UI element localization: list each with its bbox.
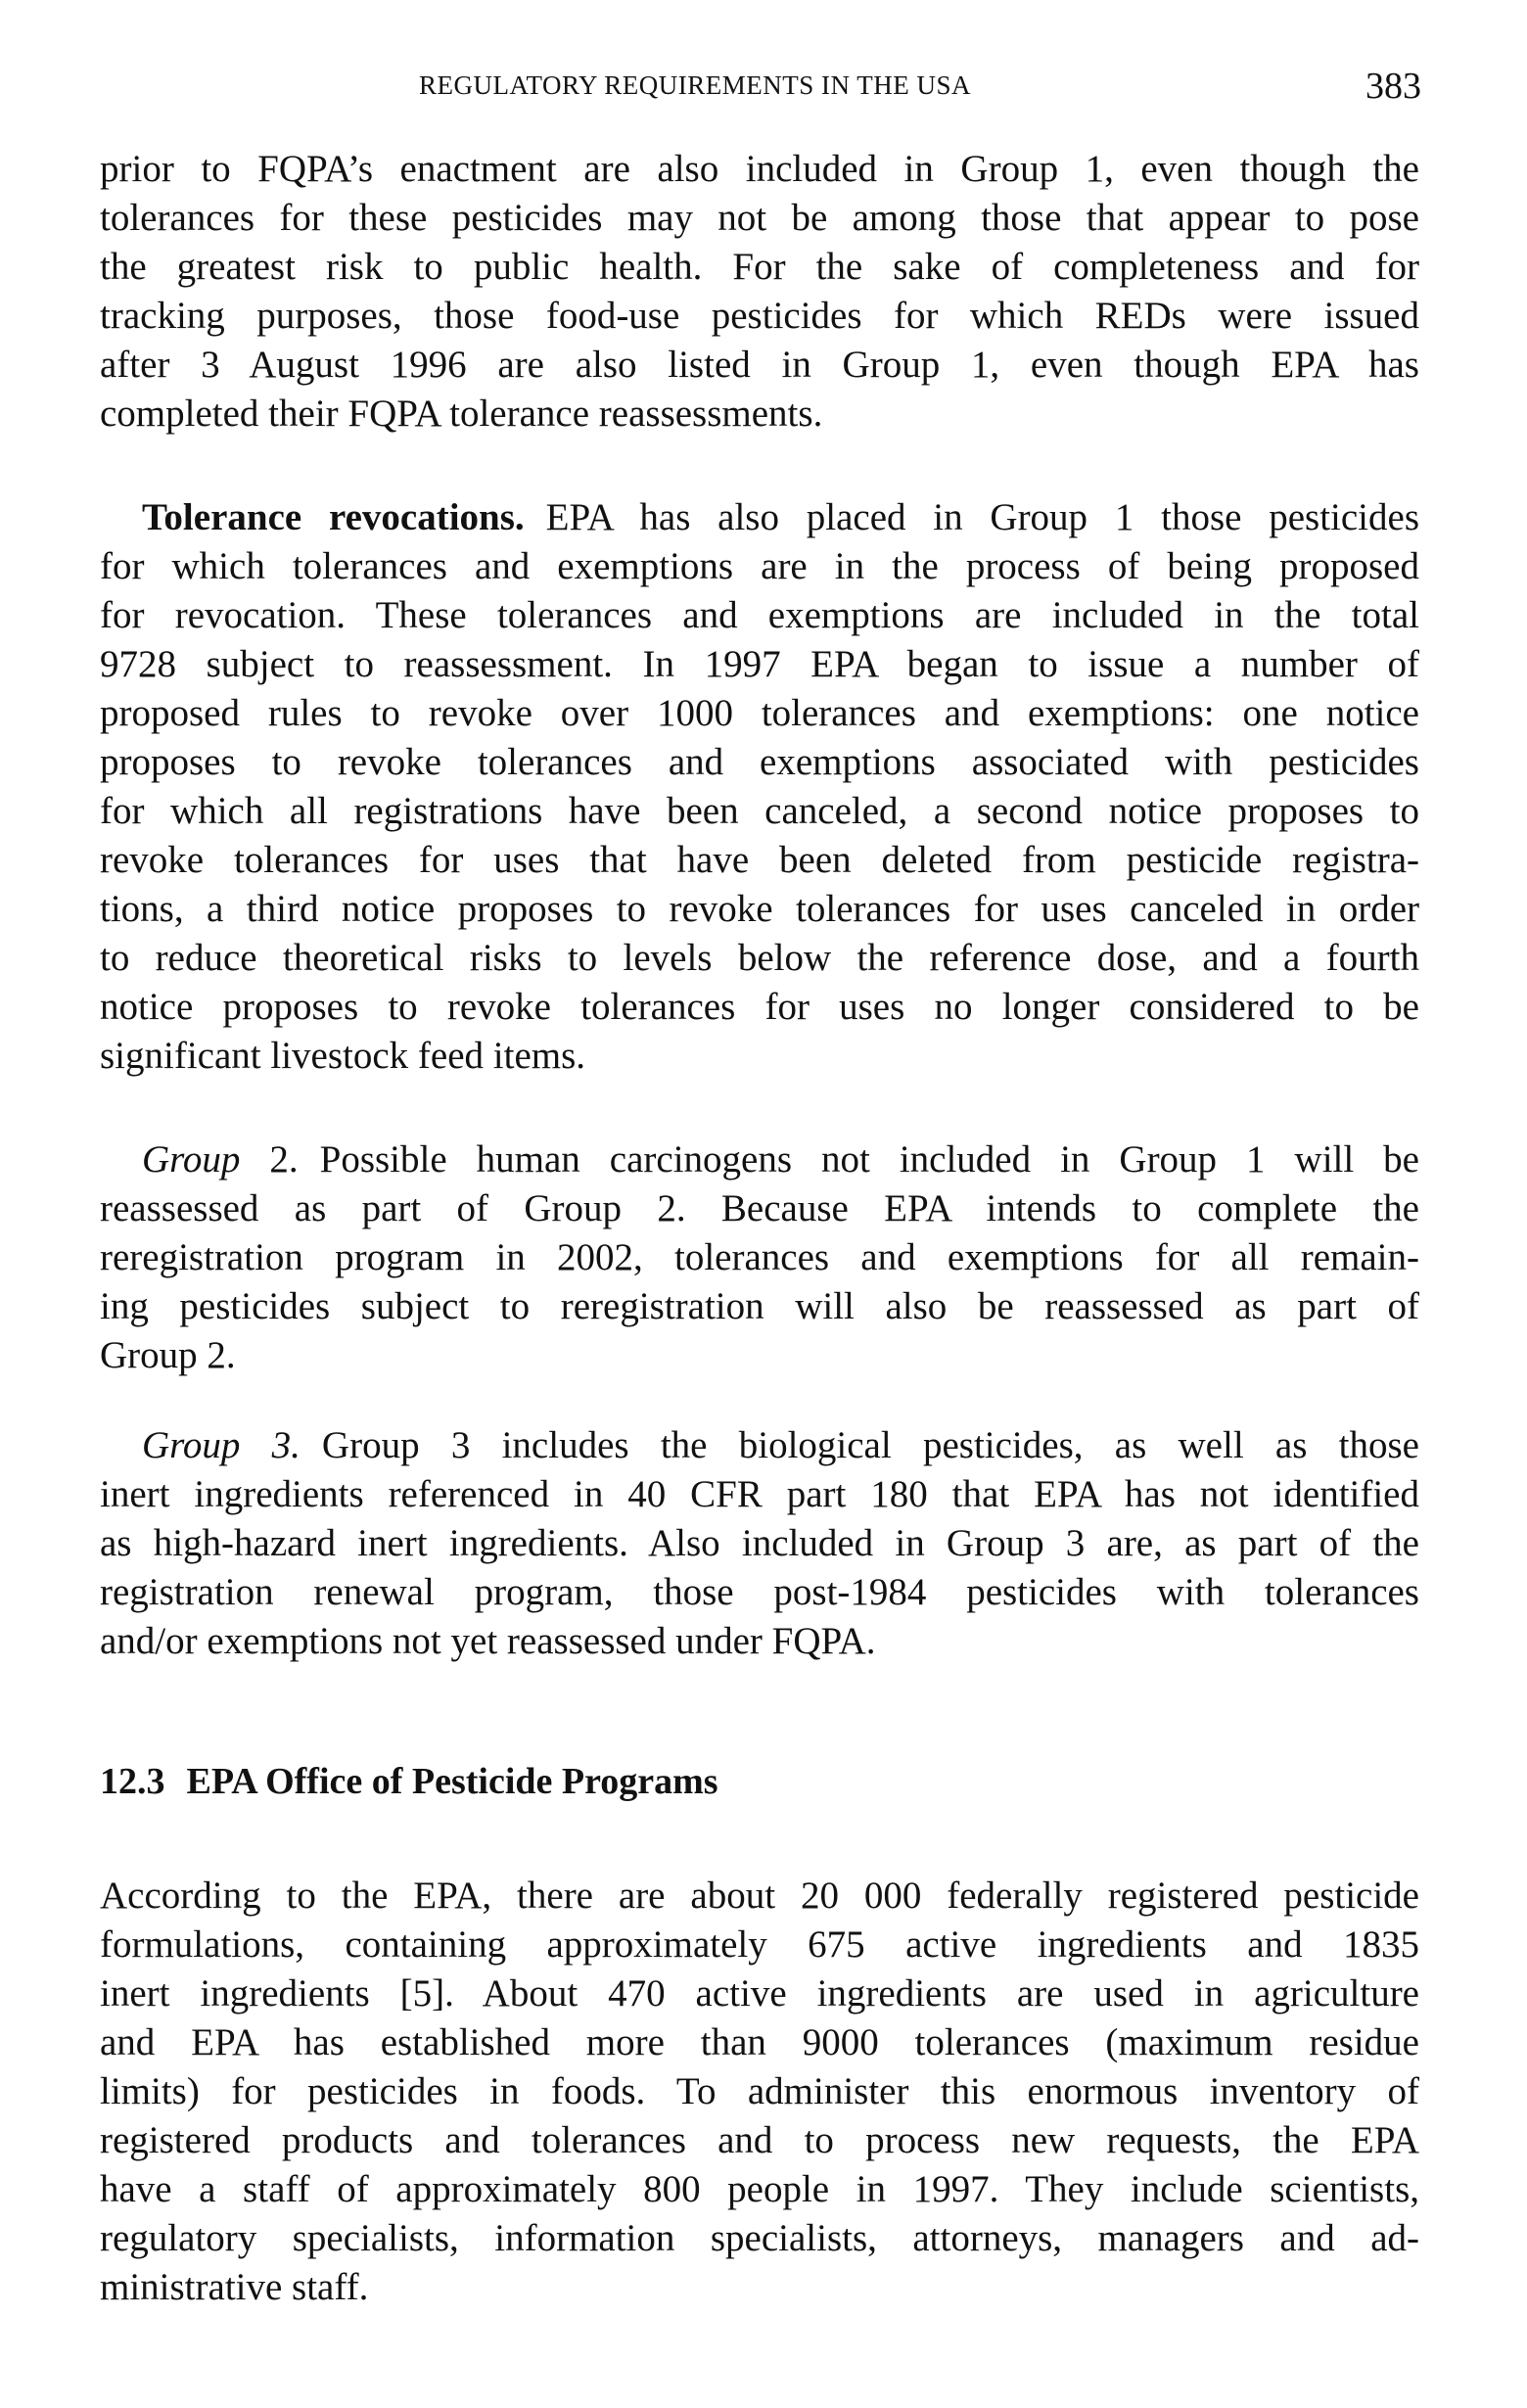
section-title: EPA Office of Pesticide Programs [186, 1761, 718, 1802]
text-line: and EPA has established more than 9000 tolerances (maximum residue [100, 2021, 1419, 2063]
text-line: notice proposes to revoke tolerances for uses no longer considered to be [100, 986, 1419, 1028]
run-in-heading: Group [142, 1424, 241, 1466]
text-line: proposes to revoke tolerances and exemptions associated with pesticides [100, 741, 1419, 783]
text-line: prior to FQPA’s enactment are also included in Group 1, even though the [100, 148, 1419, 190]
text-line: for which tolerances and exemptions are in the process of being proposed [100, 545, 1419, 587]
run-in-heading: Tolerance revocations. [142, 496, 525, 538]
text-run: EPA has also placed in Group 1 those pesticides [545, 496, 1420, 538]
text-line: According to the EPA, there are about 20 000 federally registered pesticide [100, 1875, 1419, 1917]
text-line: have a staff of approximately 800 people in 1997. They include scientists, [100, 2168, 1419, 2210]
text-line: significant livestock feed items. [100, 1035, 586, 1077]
text-line: and/or exemptions not yet reassessed under FQPA. [100, 1620, 876, 1662]
text-line: as high-hazard inert ingredients. Also included in Group 3 are, as part of the [100, 1522, 1419, 1564]
running-head-title: REGULATORY REQUIREMENTS IN THE USA [419, 70, 972, 100]
text-run: Group 3 includes the biological pesticides, as well as those [321, 1424, 1419, 1466]
text-line: reregistration program in 2002, tolerances and exemptions for all remain- [100, 1236, 1419, 1278]
text-line: completed their FQPA tolerance reassessments. [100, 393, 823, 435]
text-line: tolerances for these pesticides may not be among those that appear to pose [100, 197, 1419, 239]
text-line [142, 493, 1419, 542]
text-line: registration renewal program, those post-1984 pesticides with tolerances [100, 1571, 1419, 1613]
text-line: for revocation. These tolerances and exemptions are included in the total [100, 594, 1419, 636]
text-line: tracking purposes, those food-use pesticides for which REDs were issued [100, 295, 1419, 337]
text-line: inert ingredients [5]. About 470 active ingredients are used in agriculture [100, 1972, 1419, 2014]
page-number: 383 [1365, 66, 1421, 107]
text-line: to reduce theoretical risks to levels below the reference dose, and a fourth [100, 937, 1419, 979]
text-line: Group 2. [100, 1334, 236, 1376]
text-line: proposed rules to revoke over 1000 tolerances and exemptions: one notice [100, 692, 1419, 734]
text-line: ing pesticides subject to reregistration will also be reassessed as part of [100, 1285, 1419, 1327]
text-line: 9728 subject to reassessment. In 1997 EPA began to issue a number of [100, 643, 1419, 685]
text-line: revoke tolerances for uses that have been deleted from pesticide registra- [100, 839, 1419, 881]
text-line: after 3 August 1996 are also listed in Group 1, even though EPA has [100, 344, 1419, 386]
text-line: the greatest risk to public health. For the sake of completeness and for [100, 246, 1419, 288]
text-line: tions, a third notice proposes to revoke tolerances for uses canceled in order [100, 888, 1419, 930]
run-in-heading: Group [142, 1138, 241, 1181]
text-line: inert ingredients referenced in 40 CFR part 180 that EPA has not identified [100, 1473, 1419, 1515]
text-line: limits) for pesticides in foods. To administer this enormous inventory of [100, 2070, 1419, 2112]
run-in-number: 2. [269, 1138, 299, 1181]
text-line: registered products and tolerances and to process new requests, the EPA [100, 2119, 1419, 2161]
text-line [142, 1421, 1419, 1470]
running-head [0, 65, 1527, 114]
run-in-number: 3. [271, 1424, 301, 1466]
section-number: 12.3 [100, 1761, 165, 1802]
text-run: Possible human carcinogens not included in Group 1 will be [319, 1138, 1419, 1181]
section-heading [100, 1760, 718, 1803]
text-line: regulatory specialists, information specialists, attorneys, managers and ad- [100, 2217, 1419, 2259]
text-line: ministrative staff. [100, 2266, 369, 2308]
text-line [142, 1135, 1419, 1184]
text-line: reassessed as part of Group 2. Because EPA intends to complete the [100, 1187, 1419, 1229]
text-line: for which all registrations have been canceled, a second notice proposes to [100, 790, 1419, 832]
text-line: formulations, containing approximately 675 active ingredients and 1835 [100, 1923, 1419, 1966]
